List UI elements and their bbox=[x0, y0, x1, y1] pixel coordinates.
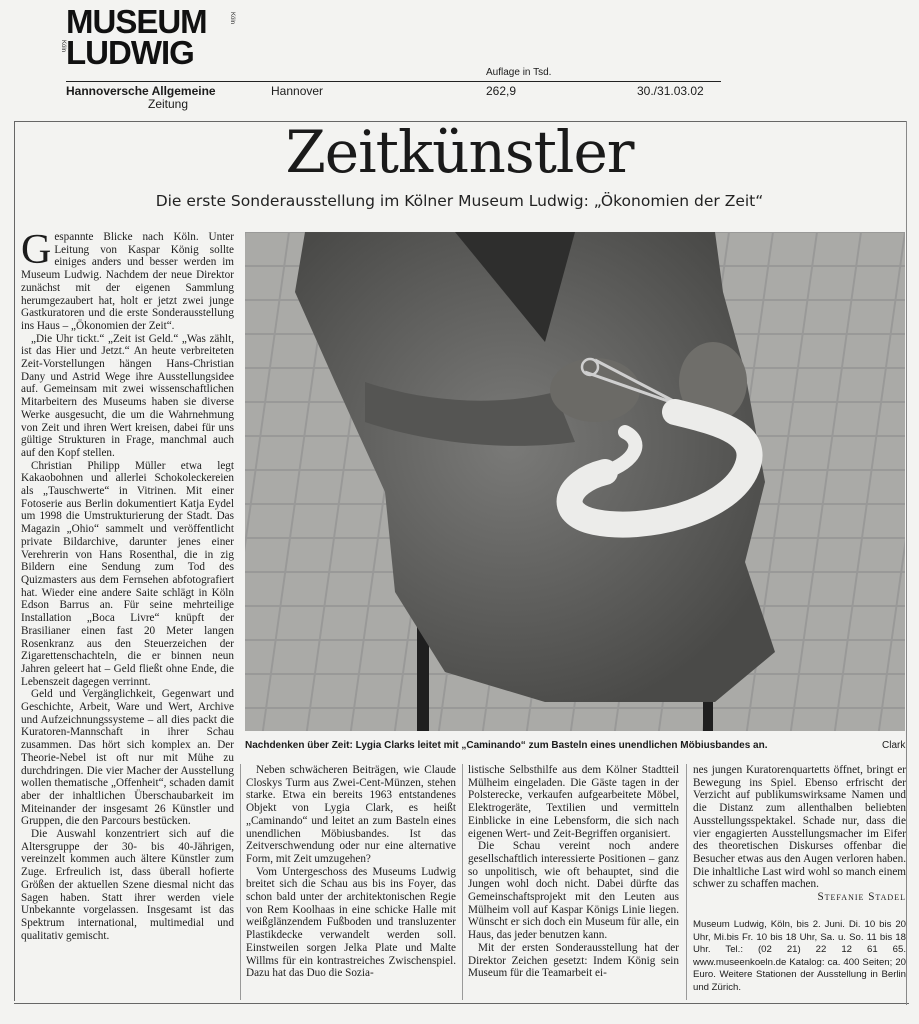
person-cutting-paper-strip-photo bbox=[245, 232, 905, 731]
logo-line-1: MUSEUM bbox=[66, 3, 207, 40]
paragraph: Neben schwächeren Beiträgen, wie Claude Closkys Turm aus Zwei-Cent-Münzen, stehen starke. Etwa ein bereits 1963 entstandenes Objekt von Lygia Clark, es heißt „Caminando“ und leitet an zum Basteln eines unendlichen Möbiusbandes. Ist das Zeitverschwendung oder nur eine alternative Form, mit Zeit umzugehen? bbox=[246, 764, 456, 865]
paragraph: Geld und Vergänglichkeit, Gegenwart und Geschichte, Arbeit, Ware und Wert, Archive und Aufzeichnungssysteme – all dies packt die Kuratoren-Mannschaft in ihrer Schau zusammen. Das hört sich komplex an. Der Theorie-Nebel ist oft nur mit Mühe zu durchdringen. Die vier Macher der Ausstellung wollen thematische „Offenheit“, schaden damit aber der inhaltlichen Überschaubarkeit im Miteinander der insgesamt 26 Künstler und Gruppen, die den Parcours bestücken. bbox=[21, 688, 234, 828]
paragraph: Die Auswahl konzentriert sich auf die Altersgruppe der 30- bis 40-Jährigen, vereinzelt kommen auch ältere Künstler zum Zuge. Erfreulich ist, dass überall hofierte Größen der aktuellen Szene diesmal nicht das Sagen haben. Statt ihrer werden viele Unbekannte vorgelassen. Insgesamt ist das Spektrum international, multimedial und qualitativ gemischt. bbox=[21, 828, 234, 942]
clipping-border-bottom bbox=[14, 1003, 909, 1004]
paragraph-text: espannte Blicke nach Köln. Unter Leitung von Kaspar König sollte einiges anders und besser werden im Museum Ludwig. Nachdem der neue Direktor zunächst mit der eigenen Sammlung herumgezaubert hat, holt er jetzt zwei junge Gastkuratoren und die erste Sonderausstellung ins Haus – „Ökonomien der Zeit“. bbox=[21, 231, 234, 332]
article-photo bbox=[245, 232, 905, 731]
newspaper-name: Hannoversche Allgemeine bbox=[66, 84, 216, 98]
exhibition-info-box: Museum Ludwig, Köln, bis 2. Juni. Di. 10 bis 20 Uhr, Mi.bis Fr. 10 bis 18 Uhr, Sa. u. So. 11 bis 18 Uhr. Tel.: (02 21) 22 12 61 65. www.museenkoeln.de Katalog: ca. 400 Seiten; 20 Euro. Weitere Stationen der Ausstellung in Berlin und Zürich. bbox=[693, 919, 906, 993]
clipping-border-right bbox=[906, 121, 907, 1005]
newspaper-city: Hannover bbox=[271, 84, 324, 98]
article-column-4 bbox=[693, 764, 906, 914]
publication-date: 30./31.03.02 bbox=[637, 84, 704, 98]
article-author: Stefanie Stadel bbox=[817, 891, 906, 904]
paragraph: Vom Untergeschoss des Museums Ludwig breitet sich die Schau aus bis ins Foyer, das schon bald unter der architektonischen Regie von Rem Koolhaas in eine schicke Halle mit weißglänzendem Fußboden und transluzenter Plastikdecke verwandelt werden soll. Einstweilen sorgen Jelka Plate und Malte Willms für ein kontrastreiches Zwischenspiel. Dazu hat das Duo die Sozia- bbox=[246, 865, 456, 980]
circulation-value: 262,9 bbox=[486, 84, 517, 98]
paragraph: nes jungen Kuratorenquartetts öffnet, bringt er Bewegung ins Spiel. Ebenso erfrischt der Verzicht auf publikumswirksame Namen und die Distanz zum allenthalben beliebten Ausstellungsspektakel. Schade nur, dass die vier engagierten Ausstellungsmacher im Eifer des theoretischen Diskurses offenbar die Besucher etwas aus den Augen verloren haben. Die inhaltliche Last wird wohl so manch einem schwer zu schaffen machen. bbox=[693, 764, 906, 891]
paragraph: „Die Uhr tickt.“ „Zeit ist Geld.“ „Was zählt, ist das Hier und Jetzt.“ An heute verbreiteten Zeit-Vorstellungen hängen Hans-Christian Dany und Astrid Wege ihre Ausstellungsidee auf. Gemeinsam mit zwei wissenschaftlichen Mitarbeitern des Museums haben sie diverse Werke ausgesucht, die um die Wahrnehmung von Zeit und ihren Wert kreisen, dabei für uns gültige Strukturen in Frage, manchmal auch auf den Kopf stellen. bbox=[21, 332, 234, 459]
column-rule bbox=[240, 764, 241, 1000]
paragraph: Mit der ersten Sonderausstellung hat der Direktor Zeichen gesetzt: Indem König sein Museum für die Teamarbeit ei- bbox=[468, 941, 679, 980]
column-rule bbox=[462, 764, 463, 1000]
article-column-2 bbox=[246, 764, 456, 1000]
paragraph: Christian Philipp Müller etwa legt Kakaobohnen und allerlei Schokoleckereien als „Tauschwerte“ in Vitrinen. Mit einer Fotoserie aus Berlin dokumentiert Katja Eydel um 1998 die Umstrukturierung der Stadt. Das Magazin „Ohio“ sammelt und veröffentlicht private Bildarchive, darunter jenes einer Verehrerin von Hans Rosenthal, die in zig Bildern eine Sendung zum Tod des Quizmasters aus dem Fernsehen abfotografiert hat. Wieder eine andere Saite schlägt in Köln Edson Barrus an. Für seine mehrteilige Installation „Boca Livre“ knüpft der Brasilianer einen fast 20 Meter langen Rosenkranz aus den Steuerzeichen der Zigarettenschachteln, die er binnen neun Jahren geleert hat – Geld fließt ohne Ende, die Lebenszeit dagegen verrinnt. bbox=[21, 459, 234, 688]
article-headline: Zeitkünstler bbox=[285, 118, 634, 186]
article-column-1 bbox=[21, 231, 234, 999]
museum-ludwig-logo bbox=[66, 3, 207, 71]
paragraph: Die Schau vereint noch andere gesellschaftlich interessierte Positionen – ganz so unpolitisch, wie oft behauptet, sind die Jungen wohl doch nicht. Dabei dürfte das Gemeinschaftsprojekt mit den Leuten aus Mülheim voll auf Kaspar Königs Linie liegen. Wünscht er sich doch ein Museum für alle, ein Haus, das jeder benutzen kann. bbox=[468, 840, 679, 942]
article-subheadline: Die erste Sonderausstellung im Kölner Museum Ludwig: „Ökonomien der Zeit“ bbox=[155, 192, 764, 210]
photo-credit: Clark bbox=[882, 740, 906, 751]
logo-small-right: Köln bbox=[229, 12, 235, 25]
drop-cap: G bbox=[21, 231, 52, 273]
article-column-3 bbox=[468, 764, 679, 1000]
photo-caption: Nachdenken über Zeit: Lygia Clarks leitet mit „Caminando“ zum Basteln eines unendlichen Möbiusbandes an. bbox=[245, 740, 768, 751]
logo-small-left: Köln bbox=[60, 40, 66, 53]
clipping-border-left bbox=[14, 121, 15, 1001]
newspaper-subname: Zeitung bbox=[148, 97, 189, 111]
header-rule bbox=[66, 81, 721, 82]
paragraph: listische Selbsthilfe aus dem Kölner Stadtteil Mülheim eingeladen. Die Gäste tagen in der Polsterecke, verkaufen aufgearbeitete Möbel, Elektrogeräte, Textilien und vermitteln Einblicke in eine Lebensform, die sich nach eigenen Wert- und Zeit-Begriffen organisiert. bbox=[468, 764, 679, 840]
column-rule bbox=[686, 764, 687, 1000]
logo-line-2: LUDWIG bbox=[66, 34, 194, 71]
paragraph bbox=[21, 231, 234, 333]
circulation-label: Auflage in Tsd. bbox=[486, 67, 552, 78]
